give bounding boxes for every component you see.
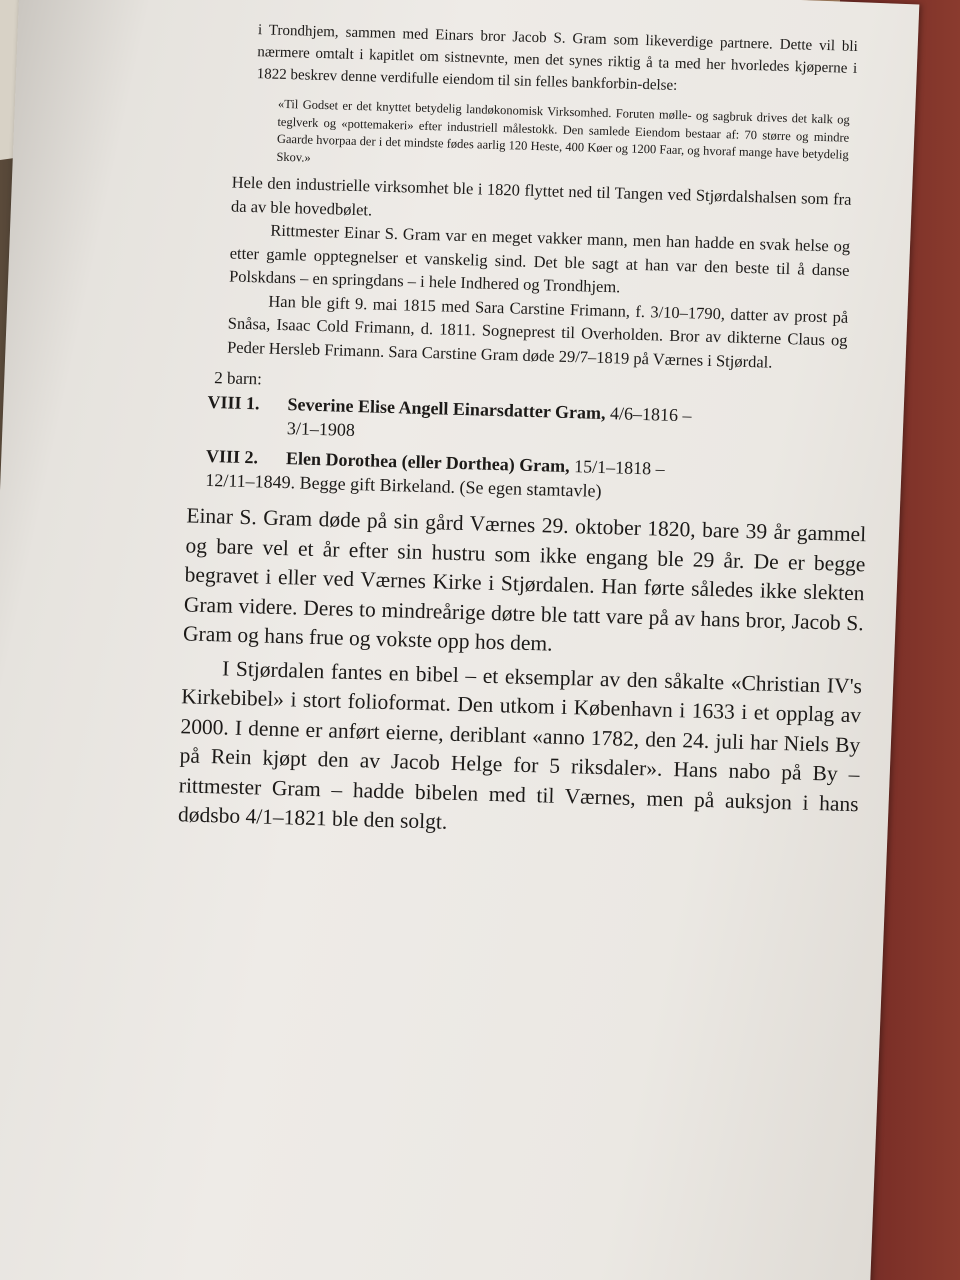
child-name: Severine Elise Angell Einarsdatter Gram, [287, 394, 606, 424]
page-text [177, 19, 867, 848]
child-dates-continuation: 3/1–1908 [286, 418, 356, 441]
paragraph-death: Einar S. Gram døde på sin gård Værnes 29. oktober 1820, bare 39 år gammel og bare vel et år efter sin hustru som ikke engang ble 29 år. De er begge begravet i eller ved Værnes Kirke i Stjørdalen. Han førte således ikke slekten Gram videre. Deres to mindreårige døtre ble tatt vare på av hans bror, Jacob S. Gram og hans frue og vokste opp hos dem. [182, 503, 867, 656]
child-dates: 4/6–1816 – [605, 403, 692, 426]
children-heading: 2 barn: [213, 368, 263, 389]
child-dates-continuation: 12/11–1849. Begge gift Birkeland. (Se egen stamtavle) [205, 469, 602, 501]
paragraph-industry: Hele den industrielle virksomhet ble i 1820 flyttet ned til Tangen ved Stjørdalshalsen som fra da av ble hovedbølet. [230, 172, 852, 219]
child-number: VIII 1. [207, 391, 260, 414]
child-number: VIII 2. [205, 445, 259, 468]
block-quote: «Til Godset er det knyttet betydelig landøkonomisk Virksomhed. Foruten mølle- og sagbruk drives det kalk og teglverk og «pottemakeri» efter industriell målestokk. Den samlede Eiendom bestaar af: 70 større og mindre Gaarde hvorpaa der i det mindste fødes aarlig 120 Heste, 400 Køer og 1200 Faar, og hvoraf mange have betydelig Skov.» [276, 96, 850, 165]
child-dates: 15/1–1818 – [569, 456, 665, 479]
child-entry-2 [205, 444, 856, 510]
paragraph-marriage: Han ble gift 9. mai 1815 med Sara Carstine Frimann, f. 3/10–1790, datter av prost på Snåsa, Isaac Cold Frimann, d. 1811. Sogneprest til Overholden. Bror av dikterne Claus og Peder Hersleb Frimann. Sara Carstine Gram døde 29/7–1819 på Værnes i Stjørdal. [226, 291, 849, 372]
paragraph-intro: i Trondhjem, sammen med Einars bror Jacob S. Gram som likeverdige partnere. Dette vil bli nærmere omtalt i kapitlet om sistnevnte, men det synes riktig å ta med her hvorledes kjøperne i 1822 beskrev denne verdifulle eiendom til sin felles bankforbin-delse: [256, 22, 858, 94]
child-name: Elen Dorothea (eller Dorthea) Gram, [285, 448, 570, 477]
paragraph-bible: I Stjørdalen fantes en bibel – et eksemplar av den såkalte «Christian IV's Kirkebibel» i stort folioformat. Den utkom i København i 1633 i et opplag av 2000. I denne er anført eierne, deriblant «anno 1782, den 24. juli har Niels By på Rein kjøpt den av Jacob Helge for 5 riksdaler». Hans nabo på By – rittmester Gram – hadde bibelen med til Værnes, men på auksjon i hans dødsbo 4/1–1821 ble den solgt. [177, 655, 863, 834]
paragraph-rittmester: Rittmester Einar S. Gram var en meget vakker mann, men han hadde en svak helse og etter gamle opptegnelser et vanskelig sind. Det ble sagt at han var den beste til å danse Polskdans – en springdans – i hele Indhered og Trondhjem. [228, 220, 851, 297]
